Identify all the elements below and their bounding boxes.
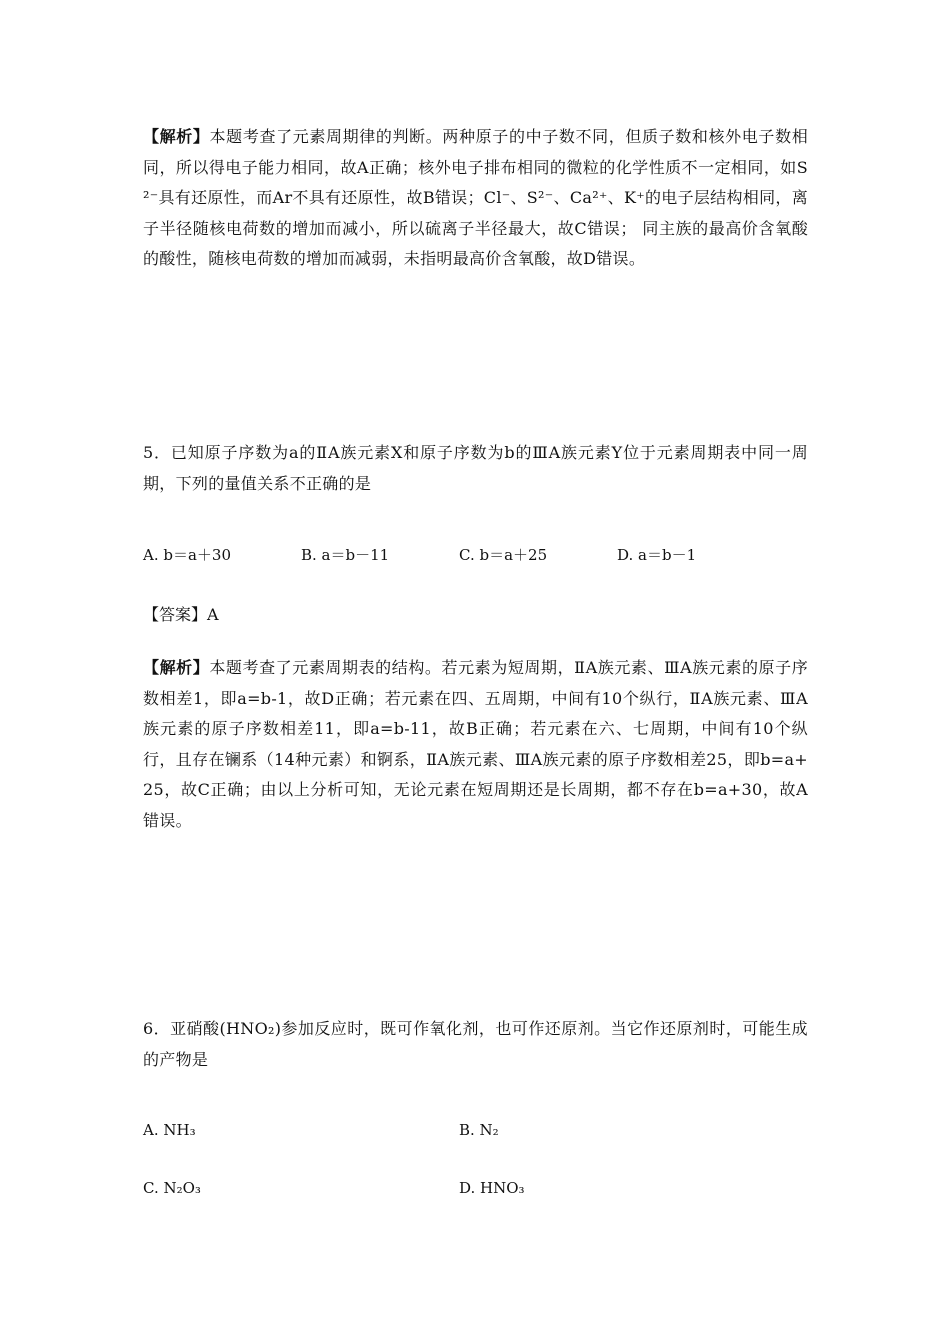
q5-option-a: A. b＝a＋30 [143, 546, 232, 564]
q6-option-c: C. N₂O₃ [143, 1179, 201, 1197]
question-6-stem: 6．亚硝酸(HNO₂)参加反应时，既可作氧化剂，也可作还原剂。当它作还原剂时，可能生成的产物是 [143, 1019, 808, 1069]
question-5-stem: 5．已知原子序数为a的ⅡA族元素X和原子序数为b的ⅢA族元素Y位于元素周期表中同一周期，下列的量值关系不正确的是 [143, 443, 808, 493]
q5-option-d: D. a＝b－1 [617, 546, 697, 564]
analysis-text: 本题考查了元素周期律的判断。两种原子的中子数不同，但质子数和核外电子数相同，所以得电子能力相同，故A正确；核外电子排布相同的微粒的化学性质不一定相同，如S²⁻具有还原性，而Ar不具有还原性，故B错误；Cl⁻、S²⁻、Ca²⁺、K⁺的电子层结构相同，离子半径随核电荷数的增加而减小，所以硫离子半径最大，故C错误； 同主族的最高价含氧酸的酸性，随核电荷数的增加而减弱，未指明最高价含氧酸，故D错误。 [143, 127, 809, 268]
q6-option-a: A. NH₃ [143, 1121, 196, 1139]
analysis-paragraph-q5 [143, 653, 808, 836]
q6-option-d: D. HNO₃ [459, 1179, 525, 1197]
q6-option-b: B. N₂ [459, 1121, 499, 1139]
analysis-text: 本题考查了元素周期表的结构。若元素为短周期，ⅡA族元素、ⅢA族元素的原子序数相差1，即a=b-1，故D正确；若元素在四、五周期，中间有10个纵行，ⅡA族元素、ⅢA族元素的原子序数相差11，即a=b-11，故B正确；若元素在六、七周期，中间有10个纵行，且存在镧系（14种元素）和锕系，ⅡA族元素、ⅢA族元素的原子序数相差25，即b=a+25，故C正确；由以上分析可知，无论元素在短周期还是长周期，都不存在b=a+30，故A错误。 [143, 658, 809, 830]
analysis-paragraph-q4 [143, 122, 808, 275]
analysis-label: 【解析】 [143, 658, 210, 677]
q5-option-c: C. b＝a＋25 [459, 546, 548, 564]
analysis-label: 【解析】 [143, 127, 210, 146]
q5-option-b: B. a＝b－11 [301, 546, 390, 564]
q5-answer: 【答案】A [143, 605, 219, 624]
